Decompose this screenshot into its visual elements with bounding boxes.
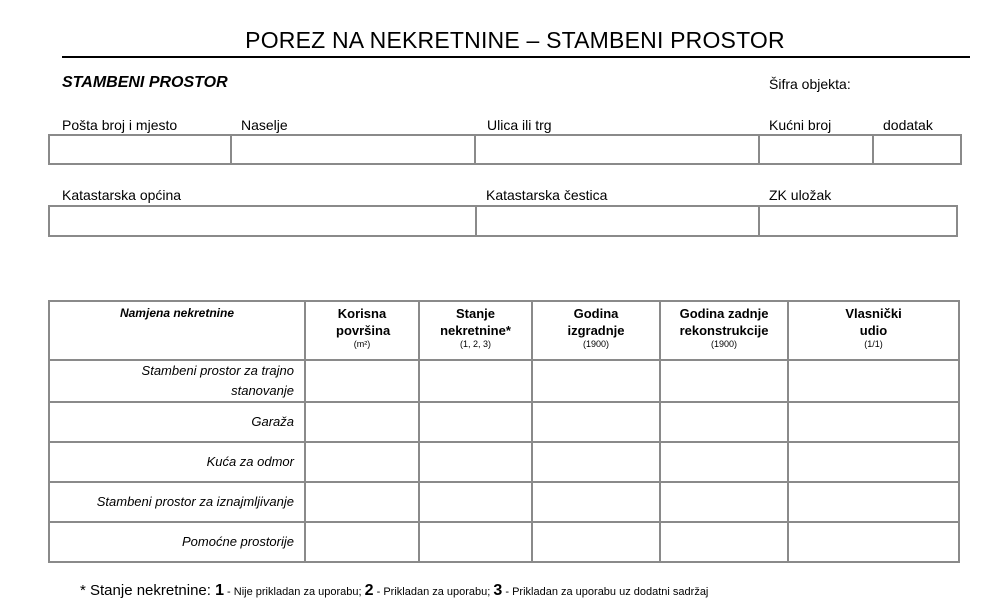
table-cell[interactable] — [660, 522, 788, 562]
table-cell[interactable] — [532, 482, 660, 522]
table-cell[interactable] — [305, 442, 419, 482]
header-vlasnicki-udio: Vlasnički udio (1/1) — [788, 301, 959, 360]
table-cell[interactable] — [788, 360, 959, 402]
header-godina-rekonstrukcije: Godina zadnje rekonstrukcije (1900) — [660, 301, 788, 360]
zk-ulozak-label: ZK uložak — [769, 187, 832, 203]
table-row — [49, 402, 959, 442]
table-header-row — [49, 301, 959, 360]
katastarska-cestica-label: Katastarska čestica — [486, 187, 608, 203]
table-cell[interactable] — [788, 482, 959, 522]
table-cell[interactable] — [788, 402, 959, 442]
dodatak-field[interactable] — [872, 134, 962, 165]
row-label: Stambeni prostor za iznajmljivanje — [49, 482, 305, 522]
header-korisna-povrsina: Korisna površina (m²) — [305, 301, 419, 360]
table-cell[interactable] — [532, 522, 660, 562]
row-label: Kuća za odmor — [49, 442, 305, 482]
dodatak-label: dodatak — [883, 117, 933, 133]
table-cell[interactable] — [660, 360, 788, 402]
zk-ulozak-field[interactable] — [758, 205, 958, 237]
section-title: STAMBENI PROSTOR — [62, 74, 228, 91]
table-row — [49, 482, 959, 522]
table-row — [49, 360, 959, 402]
title-underline — [62, 56, 970, 58]
table-cell[interactable] — [532, 360, 660, 402]
table-cell[interactable] — [788, 522, 959, 562]
katastarska-cestica-field[interactable] — [475, 205, 760, 237]
table-cell[interactable] — [660, 442, 788, 482]
table-cell[interactable] — [419, 482, 532, 522]
katastarska-opcina-field[interactable] — [48, 205, 477, 237]
table-cell[interactable] — [419, 360, 532, 402]
table-cell[interactable] — [660, 402, 788, 442]
table-cell[interactable] — [305, 402, 419, 442]
footnote: * Stanje nekretnine: 1 - Nije prikladan za uporabu; 2 - Prikladan za uporabu; 3 - Prikladan za uporabu uz dodatni sadržaj — [80, 582, 709, 599]
page-title: POREZ NA NEKRETNINE – STAMBENI PROSTOR — [245, 27, 785, 53]
table-cell[interactable] — [305, 482, 419, 522]
sifra-objekta-label: Šifra objekta: — [769, 76, 851, 92]
row-label: Garaža — [49, 402, 305, 442]
ulica-label: Ulica ili trg — [487, 117, 552, 133]
katastarska-opcina-label: Katastarska općina — [62, 187, 182, 203]
row-label: Pomoćne prostorije — [49, 522, 305, 562]
table-cell[interactable] — [419, 522, 532, 562]
posta-field[interactable] — [48, 134, 232, 165]
naselje-field[interactable] — [230, 134, 476, 165]
kucni-broj-label: Kućni broj — [769, 117, 832, 133]
header-godina-izgradnje: Godina izgradnje (1900) — [532, 301, 660, 360]
header-stanje: Stanje nekretnine* (1, 2, 3) — [419, 301, 532, 360]
ulica-field[interactable] — [474, 134, 760, 165]
header-namjena: Namjena nekretnine — [49, 301, 305, 360]
property-table — [48, 300, 960, 563]
table-cell[interactable] — [532, 402, 660, 442]
posta-label: Pošta broj i mjesto — [62, 117, 178, 133]
table-cell[interactable] — [532, 442, 660, 482]
table-row — [49, 442, 959, 482]
table-cell[interactable] — [788, 442, 959, 482]
naselje-label: Naselje — [241, 117, 288, 133]
row-label: Stambeni prostor za trajno stanovanje — [49, 360, 305, 402]
table-cell[interactable] — [419, 402, 532, 442]
table-cell[interactable] — [305, 522, 419, 562]
table-row — [49, 522, 959, 562]
table-cell[interactable] — [419, 442, 532, 482]
kucni-broj-field[interactable] — [758, 134, 874, 165]
table-cell[interactable] — [660, 482, 788, 522]
table-cell[interactable] — [305, 360, 419, 402]
